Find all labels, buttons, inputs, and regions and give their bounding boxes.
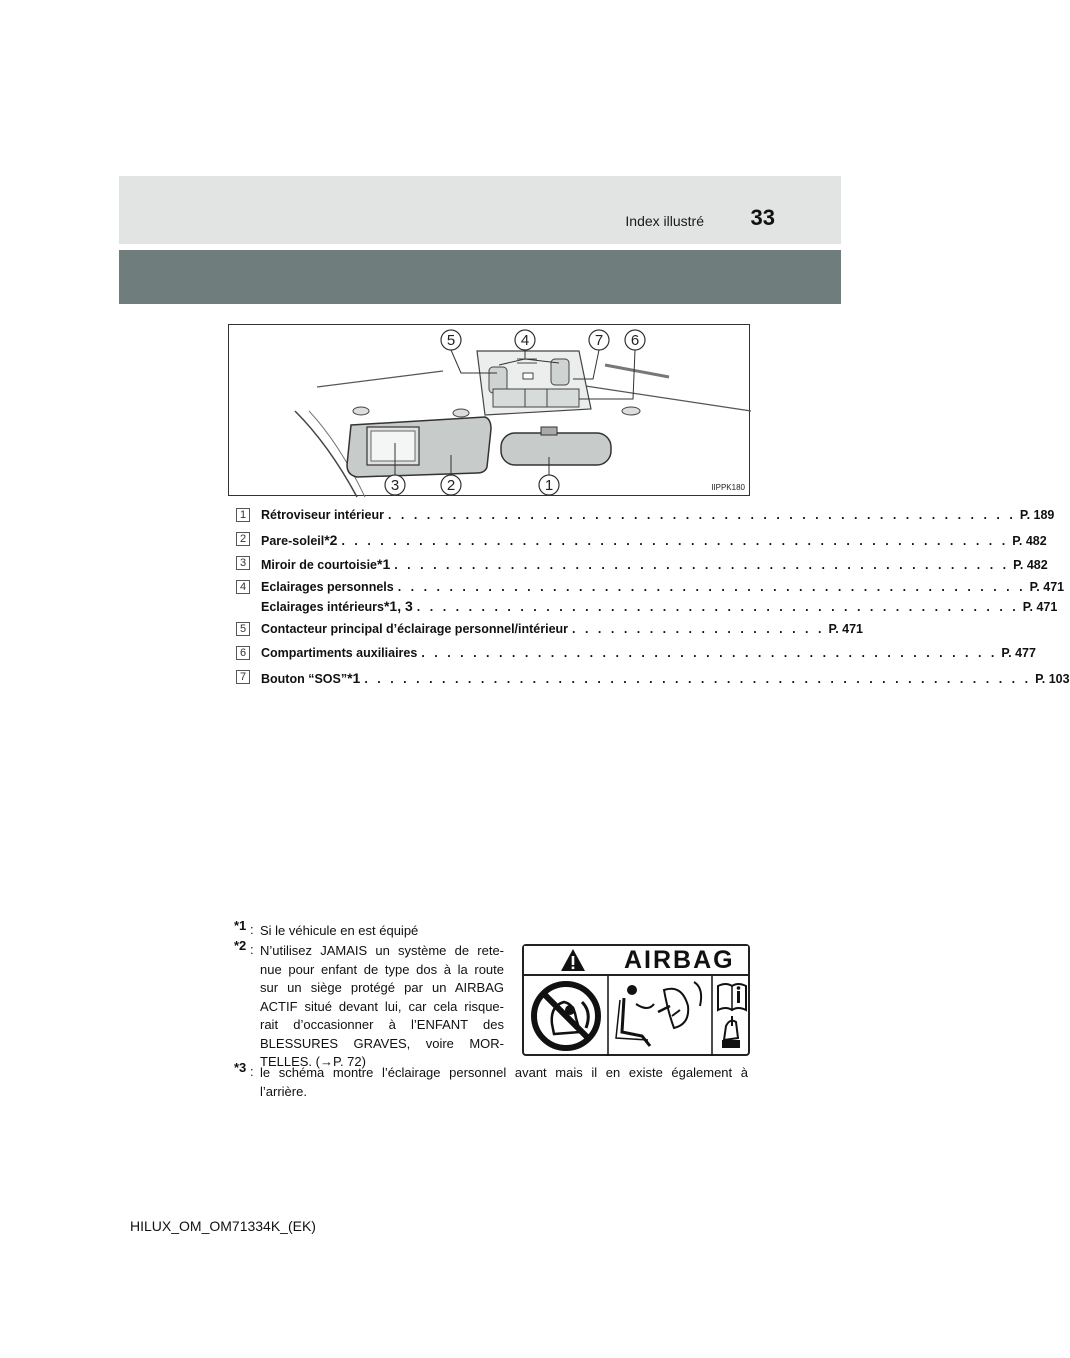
no-rear-facing-seat-icon — [534, 984, 598, 1048]
document-code: HILUX_OM_OM71334K_(EK) — [130, 1218, 316, 1234]
item-number: 1 — [236, 508, 250, 522]
footnote-2-mark: *2 — [234, 938, 247, 953]
footnote-2-line: BLESSURES GRAVES, voire MOR- — [260, 1035, 504, 1051]
list-item — [236, 508, 1055, 528]
footnote-3-line: l’arrière. — [260, 1083, 307, 1099]
header-section-band — [119, 250, 841, 304]
item-number: 4 — [236, 580, 250, 594]
footnote-2-line: rait d’occasionner à l’ENFANT des — [260, 1017, 504, 1032]
footnote-mark: *1, 3 — [383, 598, 413, 614]
item-page-ref[interactable]: P. 471 — [1029, 580, 1065, 594]
list-item — [236, 598, 1058, 618]
read-manual-icon — [718, 984, 746, 1048]
leader-dots: . . . . . . . . . . . . . . . . . . . . . . . . . . . . . . . . . . . . . . . . . . . . . . . . . — [397, 580, 1026, 594]
item-number: 7 — [236, 670, 250, 684]
headliner-drawing — [229, 325, 751, 497]
item-page-ref[interactable]: P. 471 — [828, 622, 864, 636]
item-label: Compartiments auxiliaires — [261, 646, 418, 660]
callout-2: 2 — [446, 477, 456, 494]
footnote-colon: : — [250, 942, 254, 957]
footnote-mark: *1 — [377, 556, 391, 572]
callout-7: 7 — [594, 332, 604, 349]
footnote-3-mark: *3 — [234, 1060, 247, 1075]
item-number: 6 — [236, 646, 250, 660]
item-label: Pare-soleil — [261, 534, 325, 548]
footnote-mark: *1 — [347, 670, 361, 686]
illustration-code: IIPPK180 — [711, 483, 745, 492]
list-item — [236, 532, 1047, 552]
footnote-3-text — [260, 1064, 748, 1101]
footnote-2-line: ACTIF situé devant lui, car cela risque- — [260, 998, 504, 1014]
footnote-colon: : — [250, 1064, 254, 1079]
item-page-ref[interactable]: P. 471 — [1022, 600, 1058, 614]
footnote-3-line: le schéma montre l’éclairage personnel avant mais il en existe également à — [260, 1065, 748, 1080]
footnote-2-line: nue pour enfant de type dos à la route — [260, 961, 504, 977]
leader-dots: . . . . . . . . . . . . . . . . . . . . . . . . . . . . . . . . . . . . . . . . . . . . . . . — [416, 600, 1019, 614]
footnote-mark: *2 — [324, 532, 338, 548]
callout-5: 5 — [446, 332, 456, 349]
list-item — [236, 556, 1048, 576]
leader-dots: . . . . . . . . . . . . . . . . . . . . . . . . . . . . . . . . . . . . . . . . . . . . . . . . . . . . — [364, 672, 1032, 686]
interior-illustration — [228, 324, 750, 496]
footnote-2-text — [260, 942, 504, 1072]
airbag-pictograms — [524, 976, 750, 1056]
airbag-title: AIRBAG — [624, 946, 735, 974]
leader-dots: . . . . . . . . . . . . . . . . . . . . . . . . . . . . . . . . . . . . . . . . . . . . . . . . . — [387, 508, 1016, 522]
item-label: Contacteur principal d’éclairage personnel/intérieur — [261, 622, 569, 636]
item-label: Eclairages personnels — [261, 580, 394, 594]
warning-triangle-icon — [558, 946, 588, 974]
item-page-ref[interactable]: P. 477 — [1001, 646, 1036, 660]
footnote-2-line: N’utilisez JAMAIS un système de rete- — [260, 943, 504, 958]
item-label: Eclairages intérieurs — [261, 600, 384, 614]
airbag-deploy-icon — [616, 982, 701, 1046]
leader-dots: . . . . . . . . . . . . . . . . . . . . . . . . . . . . . . . . . . . . . . . . . . . . . . . . . . . . — [341, 534, 1009, 548]
page-number: 33 — [750, 205, 775, 230]
item-number: 3 — [236, 556, 250, 570]
airbag-warning-label — [522, 944, 750, 1056]
footnote-1-text: Si le véhicule en est équipé — [260, 923, 419, 938]
footnote-1-mark: *1 — [234, 918, 247, 933]
list-item — [236, 622, 864, 642]
list-item — [236, 580, 1065, 600]
leader-dots: . . . . . . . . . . . . . . . . . . . . . . . . . . . . . . . . . . . . . . . . . . . . . . . . — [394, 558, 1010, 572]
item-page-ref[interactable]: P. 482 — [1012, 534, 1047, 548]
item-label: Bouton “SOS” — [261, 672, 348, 686]
callout-4: 4 — [520, 332, 530, 349]
list-item — [236, 646, 1036, 666]
footnote-colon: : — [250, 922, 254, 937]
leader-dots: . . . . . . . . . . . . . . . . . . . . . . . . . . . . . . . . . . . . . . . . . . . . . — [421, 646, 998, 660]
item-page-ref[interactable]: P. 189 — [1019, 508, 1055, 522]
item-number: 5 — [236, 622, 250, 636]
callout-3: 3 — [390, 477, 400, 494]
item-label: Miroir de courtoisie — [261, 558, 377, 572]
list-item — [236, 670, 1070, 690]
item-page-ref[interactable]: P. 103 — [1035, 672, 1070, 686]
footnote-2-line: sur un siège protégé par un AIRBAG — [260, 980, 504, 995]
callout-1: 1 — [544, 477, 554, 494]
footnote-2-line: TELLES. (→P. 72) — [260, 1054, 366, 1069]
callout-6: 6 — [630, 332, 640, 349]
item-page-ref[interactable]: P. 482 — [1013, 558, 1048, 572]
item-number: 2 — [236, 532, 250, 546]
leader-dots: . . . . . . . . . . . . . . . . . . . . — [572, 622, 825, 636]
page-title: Index illustré — [625, 213, 704, 229]
item-label: Rétroviseur intérieur — [261, 508, 384, 522]
airbag-label-header — [524, 946, 748, 976]
